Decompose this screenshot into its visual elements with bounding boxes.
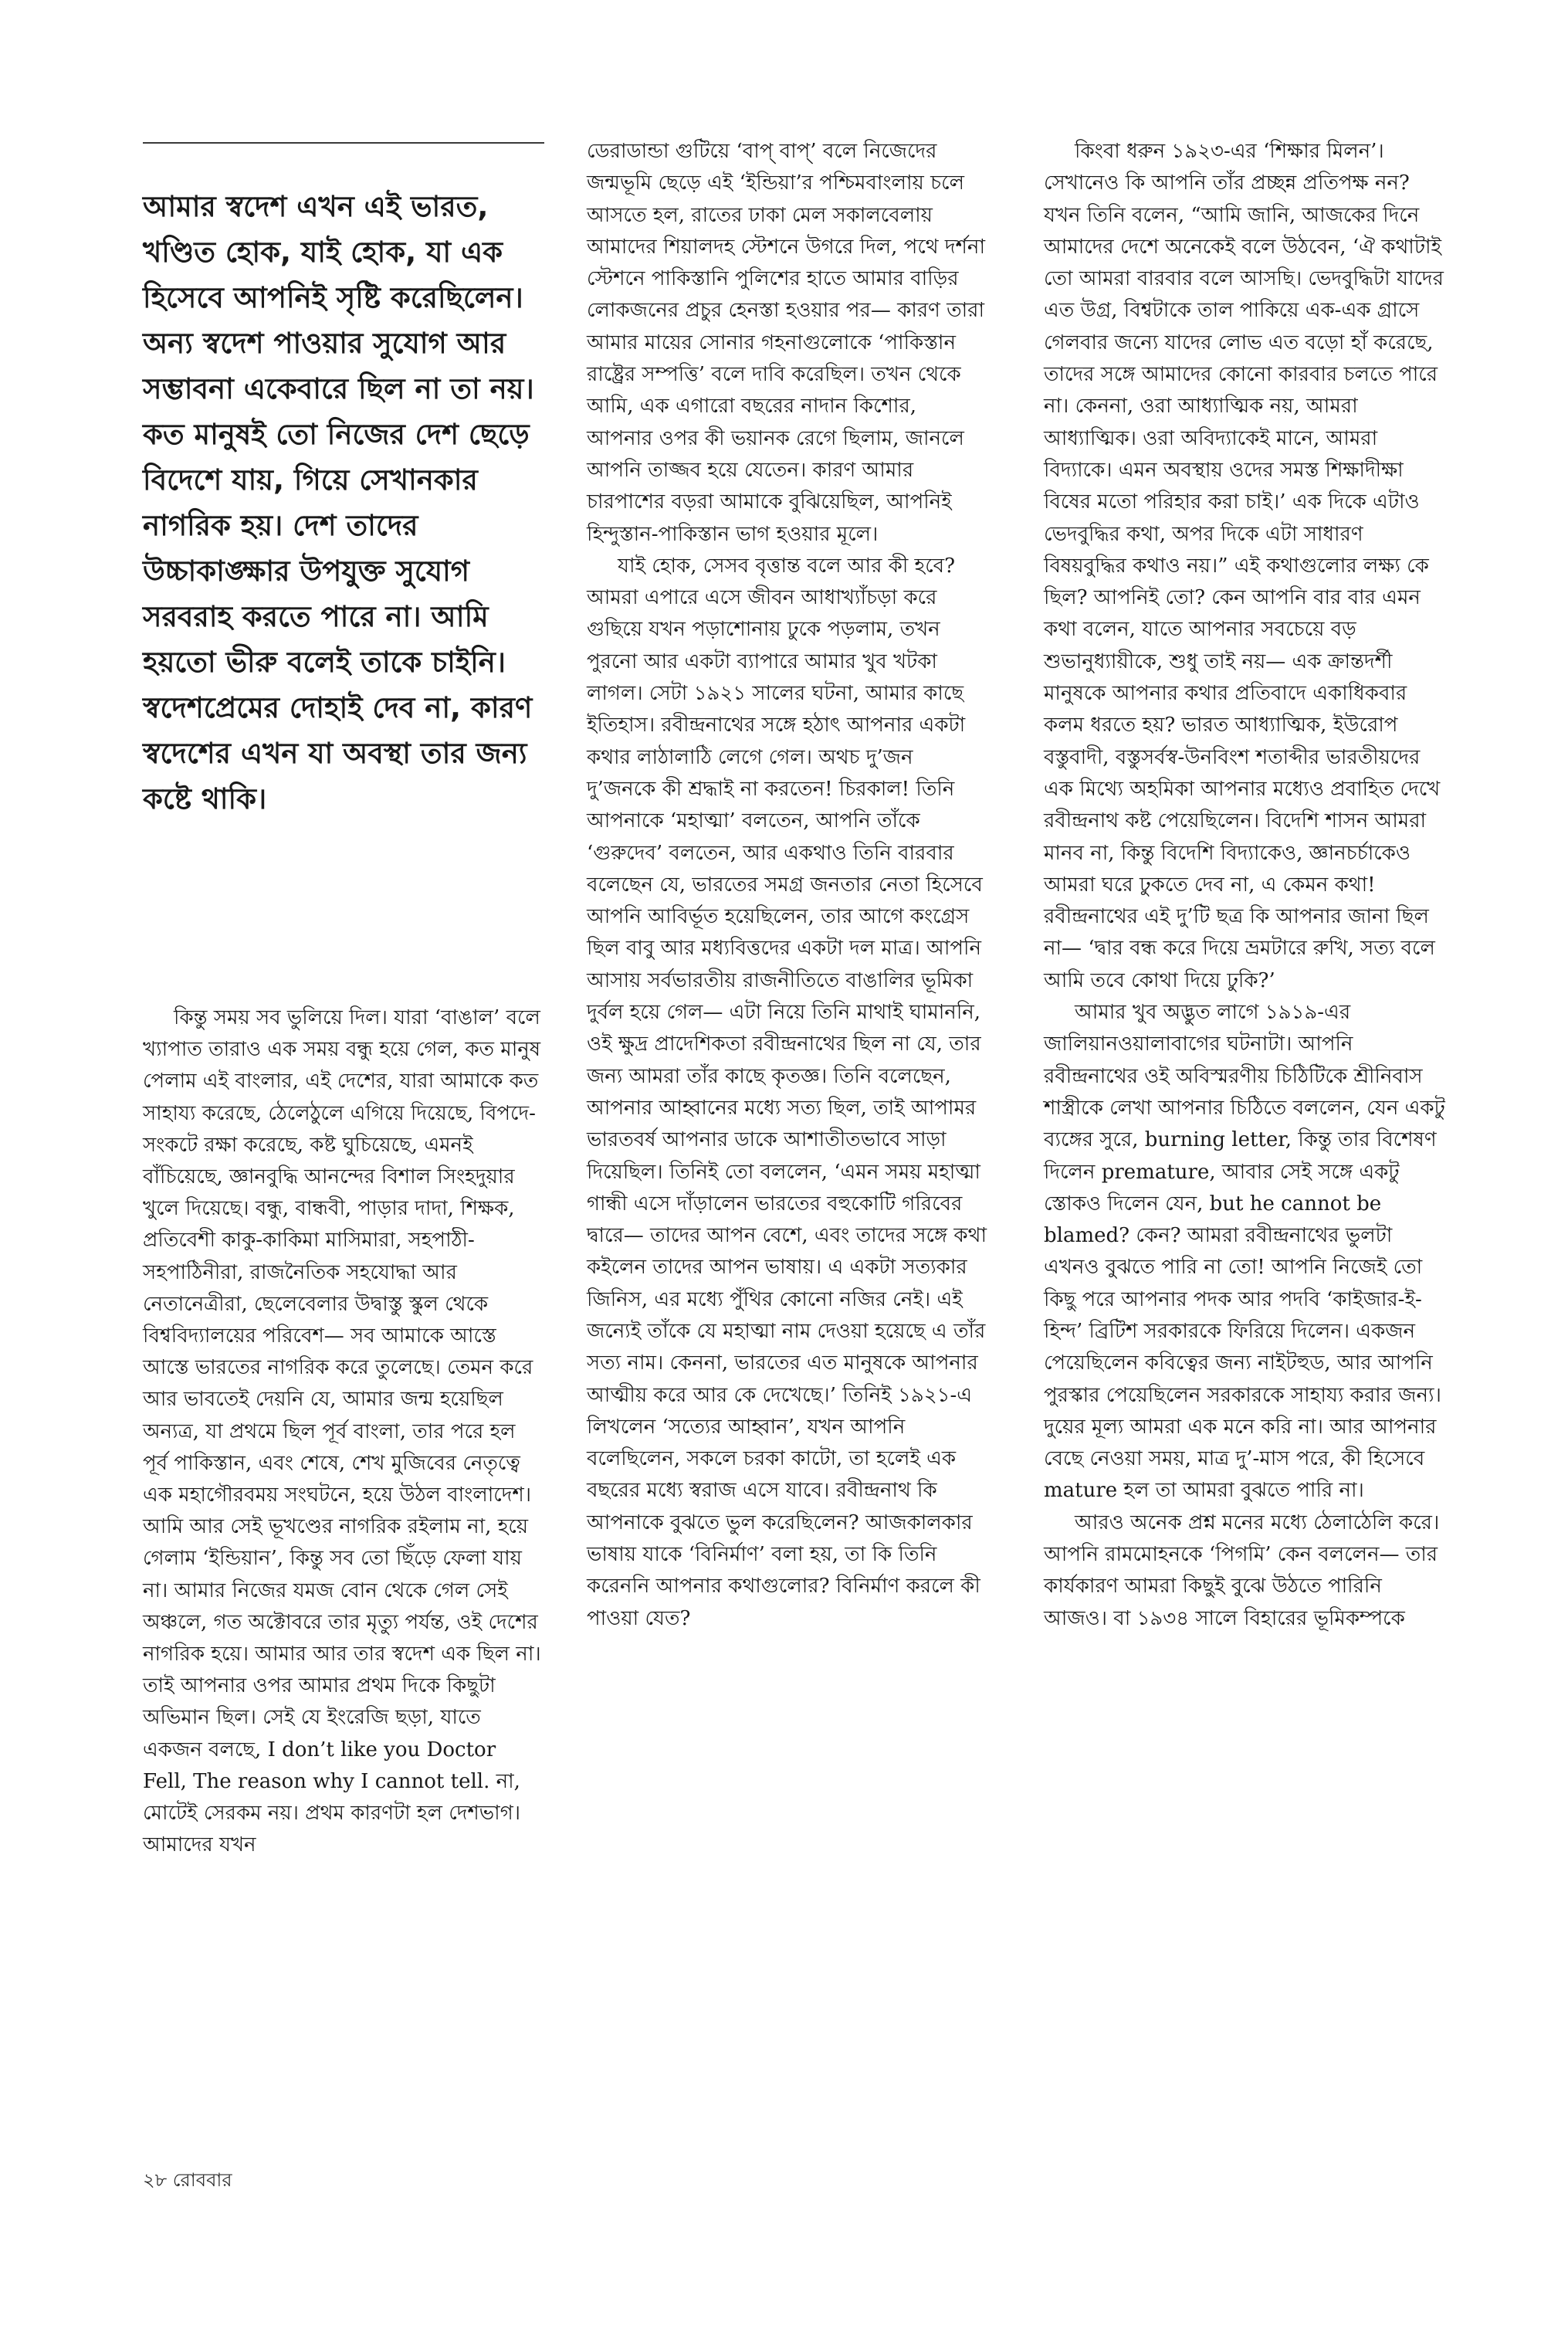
paragraph: আরও অনেক প্রশ্ন মনের মধ্যে ঠেলাঠেলি করে। আপনি রামমোহনকে ‘পিগমি’ কেন বললেন— তার কার্যকারণ আমরা কিছুই বুঝে উঠতে পারিনি আজও। বা ১৯৩৪ সালে বিহারের ভূমিকম্পকে [1044, 1511, 1440, 1630]
top-rule-divider [143, 142, 544, 144]
paragraph: কিন্তু সময় সব ভুলিয়ে দিল। যারা ‘বাঙাল’ বলে খ্যাপাত তারাও এক সময় বন্ধু হয়ে গেল, কত মানুষ পেলাম এই বাংলার, এই দেশের, যারা আমাকে কত সাহায্য করেছে, ঠেলেঠুলে এগিয়ে দিয়েছে, বিপদে-সংকটে রক্ষা করেছে, কষ্ট ঘুচিয়েছে, এমনই বাঁচিয়েছে, জ্ঞানবুদ্ধি আনন্দের বিশাল সিংহদুয়ার খুলে দিয়েছে। বন্ধু, বান্ধবী, পাড়ার দাদা, শিক্ষক, প্রতিবেশী কাকু-কাকিমা মাসিমারা, সহপাঠী-সহপাঠিনীরা, রাজনৈতিক সহযোদ্ধা আর নেতানেত্রীরা, ছেলেবেলার উদ্বাস্তু স্কুল থেকে বিশ্ববিদ্যালয়ের পরিবেশ— সব আমাকে আস্তে আস্তে ভারতের নাগরিক করে তুলেছে। তেমন করে আর ভাবতেই দেয়নি যে, আমার জন্ম হয়েছিল অন্যত্র, যা প্রথমে ছিল পূর্ব বাংলা, তার পরে হল পূর্ব পাকিস্তান, এবং শেষে, শেখ মুজিবের নেতৃত্বে এক মহাগৌরবময় সংঘটনে, হয়ে উঠল বাংলাদেশ। আমি আর সেই ভূখণ্ডের নাগরিক রইলাম না, হয়ে গেলাম ‘ইন্ডিয়ান’, কিন্তু সব তো ছিঁড়ে ফেলা যায় না। আমার নিজের যমজ বোন থেকে গেল সেই অঞ্চলে, গত অক্টোবরে তার মৃত্যু পর্যন্ত, ওই দেশের নাগরিক হয়ে। আমার আর তার স্বদেশ এক ছিল না। তাই আপনার ওপর আমার প্রথম দিকে কিছুটা অভিমান ছিল। সেই যে ইংরেজি ছড়া, যাতে একজন বলছে, I don’t like you Doctor Fell, The reason why I cannot tell. না, মোটেই সেরকম নয়। প্রথম কারণটা হল দেশভাগ। আমাদের যখন [143, 1006, 541, 1857]
pull-quote: আমার স্বদেশ এখন এই ভারত, খণ্ডিত হোক, যাই হোক, যা এক হিসেবে আপনিই সৃষ্টি করেছিলেন। অন্য স্বদেশ পাওয়ার সুযোগ আর সম্ভাবনা একেবারে ছিল না তা নয়। কত মানুষই তো নিজের দেশ ছেড়ে বিদেশে যায়, গিয়ে সেখানকার নাগরিক হয়। দেশ তাদের উচ্চাকাঙ্ক্ষার উপযুক্ত সুযোগ সরবরাহ করতে পারে না। আমি হয়তো ভীরু বলেই তাকে চাইনি। স্বদেশপ্রেমের দোহাই দেব না, কারণ স্বদেশের এখন যা অবস্থা তার জন্য কষ্টে থাকি। [143, 190, 534, 815]
article-column-1 [143, 1002, 544, 1861]
article-column-3 [1044, 136, 1445, 1635]
paragraph: ডেরাডান্ডা গুটিয়ে ‘বাপ্ বাপ্’ বলে নিজেদের জন্মভূমি ছেড়ে এই ‘ইন্ডিয়া’র পশ্চিমবাংলায় চলে আসতে হল, রাতের ঢাকা মেল সকালবেলায় আমাদের শিয়ালদহ স্টেশনে উগরে দিল, পথে দর্শনা স্টেশনে পাকিস্তানি পুলিশের হাতে আমার বাড়ির লোকজনের প্রচুর হেনস্তা হওয়ার পর— কারণ তারা আমার মায়ের সোনার গহনাগুলোকে ‘পাকিস্তান রাষ্ট্রের সম্পত্তি’ বলে দাবি করেছিল। তখন থেকে আমি, এক এগারো বছরের নাদান কিশোর, আপনার ওপর কী ভয়ানক রেগে ছিলাম, জানলে আপনি তাজ্জব হয়ে যেতেন। কারণ আমার চারপাশের বড়রা আমাকে বুঝিয়েছিল, আপনিই হিন্দুস্তান-পাকিস্তান ভাগ হওয়ার মূলে। [587, 140, 985, 546]
page-number-folio: ২৮ রোববার [143, 2169, 232, 2191]
paragraph: যাই হোক, সেসব বৃত্তান্ত বলে আর কী হবে? আমরা এপারে এসে জীবন আধাখ্যাঁচড়া করে গুছিয়ে যখন পড়াশোনায় ঢুকে পড়লাম, তখন পুরনো আর একটা ব্যাপারে আমার খুব খটকা লাগল। সেটা ১৯২১ সালের ঘটনা, আমার কাছে ইতিহাস। রবীন্দ্রনাথের সঙ্গে হঠাৎ আপনার একটা কথার লাঠালাঠি লেগে গেল। অথচ দু’জন দু’জনকে কী শ্রদ্ধাই না করতেন! চিরকাল! তিনি আপনাকে ‘মহাত্মা’ বলতেন, আপনি তাঁকে ‘গুরুদেব’ বলতেন, আর একথাও তিনি বারবার বলেছেন যে, ভারতের সমগ্র জনতার নেতা হিসেবে আপনি আবির্ভূত হয়েছিলেন, তার আগে কংগ্রেস ছিল বাবু আর মধ্যবিত্তদের একটা দল মাত্র। আপনি আসায় সর্বভারতীয় রাজনীতিতে বাঙালির ভূমিকা দুর্বল হয়ে গেল— এটা নিয়ে তিনি মাথাই ঘামাননি, ওই ক্ষুদ্র প্রাদেশিকতা রবীন্দ্রনাথের ছিল না যে, তার জন্য আমরা তাঁর কাছে কৃতজ্ঞ। তিনি বলেছেন, আপনার আহ্বানের মধ্যে সত্য ছিল, তাই আপামর ভারতবর্ষ আপনার ডাকে আশাতীতভাবে সাড়া দিয়েছিল। তিনিই তো বললেন, ‘এমন সময় মহাত্মা গান্ধী এসে দাঁড়ালেন ভারতের বহুকোটি গরিবের দ্বারে— তাদের আপন বেশে, এবং তাদের সঙ্গে কথা কইলেন তাদের আপন ভাষায়। এ একটা সত্যকার জিনিস, এর মধ্যে পুঁথির কোনো নজির নেই। এই জন্যেই তাঁকে যে মহাত্মা নাম দেওয়া হয়েছে এ তাঁর সত্য নাম। কেননা, ভারতের এত মানুষকে আপনার আত্মীয় করে আর কে দেখেছে।’ তিনিই ১৯২১-এ লিখলেন ‘সত্যের আহ্বান’, যখন আপনি বলেছিলেন, সকলে চরকা কাটো, তা হলেই এক বছরের মধ্যে স্বরাজ এসে যাবে। রবীন্দ্রনাথ কি আপনাকে বুঝতে ভুল করেছিলেন? আজকালকার ভাষায় যাকে ‘বিনির্মাণ’ বলা হয়, তা কি তিনি করেননি আপনার কথাগুলোর? বিনির্মাণ করলে কী পাওয়া যেত? [587, 554, 987, 1630]
article-column-2 [587, 136, 988, 1635]
paragraph: কিংবা ধরুন ১৯২৩-এর ‘শিক্ষার মিলন’। সেখানেও কি আপনি তাঁর প্রচ্ছন্ন প্রতিপক্ষ নন? যখন তিনি বলেন, “আমি জানি, আজকের দিনে আমাদের দেশে অনেকেই বলে উঠবেন, ‘ঐ কথাটাই তো আমরা বারবার বলে আসছি। ভেদবুদ্ধিটা যাদের এত উগ্র, বিশ্বটাকে তাল পাকিয়ে এক-এক গ্রাসে গেলবার জন্যে যাদের লোভ এত বড়ো হাঁ করেছে, তাদের সঙ্গে আমাদের কোনো কারবার চলতে পারে না। কেননা, ওরা আধ্যাত্মিক নয়, আমরা আধ্যাত্মিক। ওরা অবিদ্যাকেই মানে, আমরা বিদ্যাকে। এমন অবস্থায় ওদের সমস্ত শিক্ষাদীক্ষা বিষের মতো পরিহার করা চাই।’ এক দিকে এটাও ভেদবুদ্ধির কথা, অপর দিকে এটা সাধারণ বিষয়বুদ্ধির কথাও নয়।” এই কথাগুলোর লক্ষ্য কে ছিল? আপনিই তো? কেন আপনি বার বার এমন কথা বলেন, যাতে আপনার সবচেয়ে বড় শুভানুধ্যায়ীকে, শুধু তাই নয়— এক ক্রান্তদর্শী মানুষকে আপনার কথার প্রতিবাদে একাধিকবার কলম ধরতে হয়? ভারত আধ্যাত্মিক, ইউরোপ বস্তুবাদী, বস্তুসর্বস্ব-উনবিংশ শতাব্দীর ভারতীয়দের এক মিথ্যে অহমিকা আপনার মধ্যেও প্রবাহিত দেখে রবীন্দ্রনাথ কষ্ট পেয়েছিলেন। বিদেশি শাসন আমরা মানব না, কিন্তু বিদেশি বিদ্যাকেও, জ্ঞানচর্চাকেও আমরা ঘরে ঢুকতে দেব না, এ কেমন কথা! রবীন্দ্রনাথের এই দু’টি ছত্র কি আপনার জানা ছিল না— ‘দ্বার বন্ধ করে দিয়ে ভ্রমটারে রুখি, সত্য বলে আমি তবে কোথা দিয়ে ঢুকি?’ [1044, 140, 1444, 992]
paragraph: আমার খুব অদ্ভুত লাগে ১৯১৯-এর জালিয়ানওয়ালাবাগের ঘটনাটা। আপনি রবীন্দ্রনাথের ওই অবিস্মরণীয় চিঠিটিকে শ্রীনিবাস শাস্ত্রীকে লেখা আপনার চিঠিতে বললেন, যেন একটু ব্যঙ্গের সুরে, burning letter, কিন্তু তার বিশেষণ দিলেন premature, আবার সেই সঙ্গে একটু স্তোকও দিলেন যেন, but he cannot be blamed? কেন? আমরা রবীন্দ্রনাথের ভুলটা এখনও বুঝতে পারি না তো! আপনি নিজেই তো কিছু পরে আপনার পদক আর পদবি ‘কাইজার-ই-হিন্দ’ ব্রিটিশ সরকারকে ফিরিয়ে দিলেন। একজন পেয়েছিলেন কবিত্বের জন্য নাইটহুড, আর আপনি পুরস্কার পেয়েছিলেন সরকারকে সাহায্য করার জন্য। দুয়ের মূল্য আমরা এক মনে করি না। আর আপনার বেছে নেওয়া সময়, মাত্র দু’-মাস পরে, কী হিসেবে mature হল তা আমরা বুঝতে পারি না। [1044, 1001, 1445, 1503]
